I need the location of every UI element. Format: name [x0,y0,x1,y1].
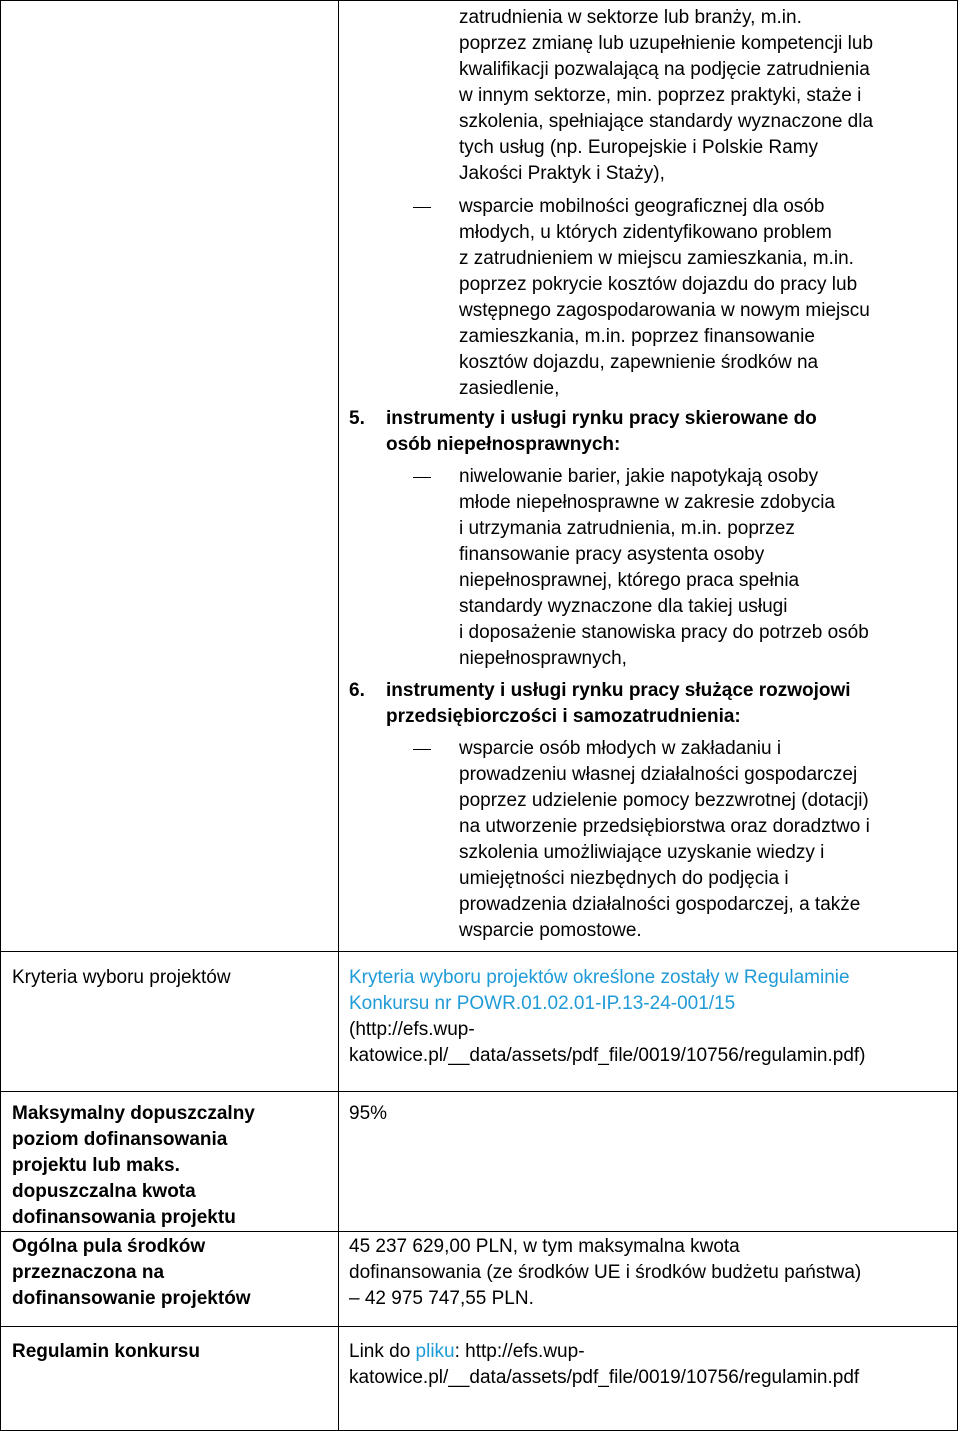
text-line: finansowanie pracy asystenta osoby [459,544,765,565]
cofinancing-value: 95% [349,1103,388,1124]
text-line: wsparcie osób młodych w zakładaniu i [459,738,782,759]
heading-line: przedsiębiorczości i samozatrudnienia: [386,706,741,727]
text-line: poprzez pokrycie kosztów dojazdu do pracy lub [459,274,858,295]
label-line: dofinansowania projektu [12,1207,236,1228]
text-line: zasiedlenie, [459,378,560,399]
text-line: w innym sektorze, min. poprzez praktyki, staże i [459,85,862,106]
regulations-label: Regulamin konkursu [12,1341,200,1362]
label-line: dofinansowanie projektów [12,1288,251,1309]
row-regulations [1,1327,958,1431]
value-line: – 42 975 747,55 PLN. [349,1288,534,1309]
row-total-funds [1,1232,958,1327]
text-line: wsparcie pomostowe. [459,920,642,941]
text-line: wstępnego zagospodarowania w nowym miejscu [459,300,870,321]
heading-line: instrumenty i usługi rynku pracy służące rozwojowi [386,680,851,701]
section-number: 5. [349,408,365,429]
row1-label-cell [1,1,339,952]
link-suffix: : http://efs.wup- [454,1341,585,1362]
row3-value-cell [339,1092,958,1232]
text-line: Jakości Praktyk i Staży), [459,163,665,184]
text-line: niwelowanie barier, jakie napotykają osoby [459,466,819,487]
criteria-url-line: katowice.pl/__data/assets/pdf_file/0019/10756/regulamin.pdf) [349,1045,866,1066]
row-support-forms [1,1,958,952]
text-line: prowadzenia działalności gospodarczej, a także [459,894,861,915]
row-max-cofinancing [1,1092,958,1232]
value-line: dofinansowania (ze środków UE i środków budżetu państwa) [349,1262,862,1283]
section-number: 6. [349,680,365,701]
heading-line: osób niepełnosprawnych: [386,434,621,455]
text-line: szkolenia umożliwiające uzyskanie wiedzy i [459,842,825,863]
criteria-link-line[interactable]: Konkursu nr POWR.01.02.01-IP.13-24-001/15 [349,993,736,1014]
list-item-entrepreneurship [459,736,945,944]
text-line: tych usług (np. Europejskie i Polskie Ramy [459,137,819,158]
text-line: niepełnosprawnej, którego praca spełnia [459,570,800,591]
text-line: poprzez udzielenie pomocy bezzwrotnej (dotacji) [459,790,869,811]
criteria-url-line: (http://efs.wup- [349,1019,475,1040]
criteria-label: Kryteria wyboru projektów [12,967,231,988]
text-line: z zatrudnieniem w miejscu zamieszkania, m.in. [459,248,854,269]
text-line: standardy wyznaczone dla takiej usługi [459,596,788,617]
continued-paragraph [459,5,945,187]
row-selection-criteria [1,952,958,1092]
row2-value-cell [339,952,958,1092]
text-line: zamieszkania, m.in. poprzez finansowanie [459,326,815,347]
text-line: umiejętności niezbędnych do podjęcia i [459,868,789,889]
heading-line: instrumenty i usługi rynku pracy skierowane do [386,408,817,429]
criteria-link-line[interactable]: Kryteria wyboru projektów określone zostały w Regulaminie [349,967,850,988]
dash-bullet-icon [413,477,431,478]
text-line: i utrzymania zatrudnienia, m.in. poprzez [459,518,795,539]
text-line: szkolenia, spełniające standardy wyznaczone dla [459,111,874,132]
text-line: młodych, u których zidentyfikowano problem [459,222,832,243]
dash-bullet-icon [413,749,431,750]
text-line: prowadzeniu własnej działalności gospodarczej [459,764,858,785]
label-line: przeznaczona na [12,1262,165,1283]
text-line: na utworzenie przedsiębiorstwa oraz doradztwo i [459,816,870,837]
text-line: kosztów dojazdu, zapewnienie środków na [459,352,819,373]
row5-value-cell [339,1327,958,1431]
regulations-link-line [349,1339,945,1365]
label-line: Ogólna pula środków [12,1236,206,1257]
link-prefix: Link do [349,1341,416,1362]
row4-value-cell [339,1232,958,1327]
file-link[interactable]: pliku [415,1341,455,1362]
row3-label-cell [1,1092,339,1232]
text-line: młode niepełnosprawne w zakresie zdobycia [459,492,835,513]
text-line: wsparcie mobilności geograficznej dla osób [459,196,825,217]
regulations-url-line: katowice.pl/__data/assets/pdf_file/0019/10756/regulamin.pdf [349,1367,860,1388]
row1-value-cell [339,1,958,952]
label-line: poziom dofinansowania [12,1129,228,1150]
section-6-heading [349,678,945,730]
label-line: dopuszczalna kwota [12,1181,196,1202]
row4-label-cell [1,1232,339,1327]
text-line: i doposażenie stanowiska pracy do potrzeb osób [459,622,869,643]
list-item-mobility [459,194,945,402]
dash-bullet-icon [413,207,431,208]
row2-label-cell [1,952,339,1092]
text-line: kwalifikacji pozwalającą na podjęcie zatrudnienia [459,59,870,80]
text-line: poprzez zmianę lub uzupełnienie kompetencji lub [459,33,874,54]
list-item-disabled-support [459,464,945,672]
text-line: zatrudnienia w sektorze lub branży, m.in. [459,7,802,28]
label-line: projektu lub maks. [12,1155,180,1176]
value-line: 45 237 629,00 PLN, w tym maksymalna kwota [349,1236,740,1257]
row5-label-cell [1,1327,339,1431]
section-5-heading [349,406,945,458]
text-line: niepełnosprawnych, [459,648,627,669]
label-line: Maksymalny dopuszczalny [12,1103,255,1124]
